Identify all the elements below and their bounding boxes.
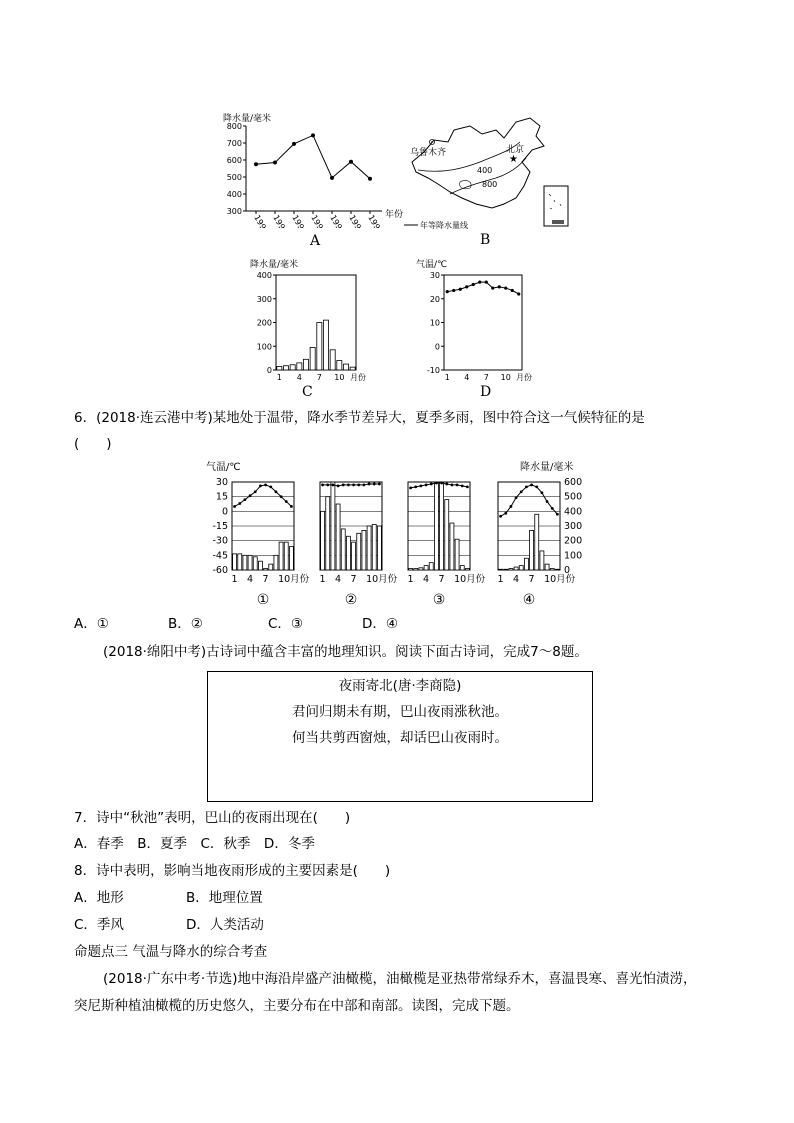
figure-a-xtick-label: 1993 (290, 213, 309, 228)
q6-temp-point (546, 500, 549, 503)
q8-option-c: C．季风 (74, 917, 124, 933)
figure-c-xtick-label: 7 (316, 373, 322, 382)
q6-temp-point (238, 502, 241, 505)
q6-precip-bar (264, 569, 268, 570)
figure-d-point (472, 283, 475, 286)
q6-right-tick-label: 200 (564, 535, 583, 547)
figure-d-point (517, 292, 520, 295)
q6-climate-svg (200, 458, 600, 608)
figure-d-xtick-label: 10 (500, 373, 511, 382)
q6-temp-point (409, 486, 412, 489)
q6-temp-point (520, 490, 523, 493)
figure-c-ylabel: 降水量/毫米 (250, 260, 299, 270)
figure-c (248, 258, 368, 398)
q6-chart-label: ④ (522, 592, 536, 608)
q6-precip-bar (545, 564, 549, 570)
q6-option-a: A．① (74, 616, 109, 632)
q6-left-tick-label: 15 (215, 491, 228, 503)
figure-a-ytick-label: 700 (226, 139, 242, 148)
q6-xtick-label: 4 (335, 574, 342, 585)
q6-temp-point (342, 484, 345, 487)
q6-precip-bar (269, 564, 273, 570)
q6-left-tick-label: -60 (212, 565, 228, 576)
figure-c-ytick-label: 200 (256, 318, 272, 328)
q6-temp-point (244, 498, 247, 501)
q6-right-tick-label: 600 (564, 477, 583, 488)
q6-xtick-label: 7 (438, 574, 445, 585)
poem-line-1: 君问归期未有期，巴山夜雨涨秋池。 (292, 704, 508, 720)
figure-c-bar (350, 367, 355, 370)
q6-temp-point (466, 485, 469, 488)
q6-precip-bar (419, 568, 423, 570)
q6-temp-point (269, 485, 272, 488)
figure-a-xtick-label: 1995 (328, 213, 347, 228)
figure-d-ytick-label: 10 (429, 318, 440, 328)
figure-a-label: A (310, 233, 321, 249)
q6-precip-bar (331, 482, 335, 570)
q6-temp-point (451, 484, 454, 487)
q6-left-tick-label: 30 (215, 477, 228, 488)
q6-xtick-label: 4 (423, 574, 430, 585)
figure-d-chart (414, 258, 554, 386)
q6-temp-point (414, 485, 417, 488)
q6-temp-point (321, 484, 324, 487)
q6-left-tick-label: -45 (212, 550, 228, 562)
figure-c-bar (303, 359, 308, 370)
q6-text: 6．(2018·连云港中考)某地处于温带，降水季节差异大，夏季多雨，图中符合这一气候特征的是 (74, 410, 645, 426)
q8-option-b: B．地理位置 (186, 890, 263, 906)
figure-a-xtick-label: 1996 (347, 213, 366, 228)
figure-d-point (478, 281, 481, 284)
figure-a-point (292, 142, 296, 146)
figure-c-ytick-label: 400 (256, 271, 272, 280)
q6-precip-bar (509, 569, 513, 570)
q6-precip-bar (253, 557, 257, 570)
iso-400-label: 400 (477, 166, 493, 175)
figure-a-point (330, 176, 334, 180)
q6-xtick-label: 1 (497, 574, 504, 585)
q6-right-axis-title: 降水量/毫米 (520, 462, 574, 473)
q6-precip-bar (341, 529, 345, 570)
figure-c-bar (290, 365, 295, 370)
figure-b-legend: 年等降水量线 (420, 221, 468, 230)
figure-c-bar (343, 364, 348, 370)
q6-xtick-label: 10月份 (278, 574, 310, 585)
figure-a-xtick-label: 1992 (271, 213, 290, 228)
q6-precip-bar (238, 554, 242, 570)
figure-c-xunit: 月份 (350, 373, 366, 382)
q6-precip-bar (434, 482, 438, 570)
figure-c-bar (310, 347, 315, 370)
q6-right-tick-label: 300 (564, 521, 583, 532)
q6-xtick-label: 10月份 (366, 574, 398, 585)
q6-xtick-label: 1 (407, 574, 414, 585)
q6-precip-bar (289, 547, 293, 570)
q6-left-axis-title: 气温/℃ (206, 462, 241, 473)
q6-chart-label: ① (256, 592, 270, 608)
q6-temp-point (368, 483, 371, 486)
q6-temp-point (352, 484, 355, 487)
q6-climate-charts (200, 458, 600, 608)
figure-d-series-line (447, 282, 519, 294)
q6-option-b: B．② (168, 616, 203, 632)
q6-temp-point (425, 484, 428, 487)
figure-a-point (368, 177, 372, 181)
q6-temp-point (525, 485, 528, 488)
figure-d-xtick-label: 1 (444, 373, 450, 382)
q6-xtick-label: 10月份 (544, 574, 576, 585)
q6-temp-point (249, 494, 252, 497)
q6-temp-point (233, 505, 236, 508)
figure-d-label: D (480, 384, 492, 400)
q6-temp-point (499, 515, 502, 518)
figure-d-ytick-label: 0 (434, 342, 440, 352)
q6-precip-bar (336, 504, 340, 570)
poem-line-2: 何当共剪西窗烛，却话巴山夜雨时。 (292, 730, 508, 746)
figure-a-series-line (256, 135, 370, 178)
figure-d-ytick-label: 30 (429, 271, 440, 280)
q6-precip-bar (414, 569, 418, 570)
poem-title: 夜雨寄北(唐·李商隐) (338, 678, 462, 694)
q6-precip-bar (372, 525, 376, 570)
q6-precip-bar (279, 542, 283, 570)
figure-c-bar (337, 361, 342, 371)
q6-temp-point (332, 484, 335, 487)
q6-precip-bar (429, 563, 433, 570)
q6-chart-label: ③ (432, 592, 446, 608)
figure-c-bar (277, 366, 282, 370)
q6-precip-bar (499, 569, 503, 570)
figure-d-point (491, 286, 494, 289)
poem-box (207, 671, 593, 802)
q6-option-d: D．④ (362, 616, 398, 632)
q7-options: A．春季 B．夏季 C．秋季 D．冬季 (74, 836, 315, 852)
figure-a-ylabel: 降水量/毫米 (223, 114, 272, 124)
figure-c-chart (248, 258, 368, 386)
figure-c-xtick-label: 4 (296, 373, 302, 382)
urumqi-label: 乌鲁木齐 (410, 148, 447, 158)
q6-chart-3 (408, 482, 486, 608)
q6-left-tick-label: -15 (212, 521, 228, 532)
figure-c-ytick-label: 100 (256, 342, 272, 352)
figure-d-xtick-label: 7 (483, 373, 489, 382)
q6-precip-bar (274, 555, 278, 570)
figure-c-ytick-label: 0 (266, 366, 272, 375)
figure-b-label: B (480, 232, 491, 248)
q6-precip-bar (555, 569, 559, 570)
section-title: 命题点三 气温与降水的综合考查 (74, 944, 268, 960)
q6-left-tick-label: 0 (221, 506, 228, 518)
q6-temp-point (254, 490, 257, 493)
q6-precip-bar (455, 539, 459, 570)
figure-a-point (349, 160, 353, 164)
q6-precip-bar (524, 558, 528, 570)
figure-d-point (498, 285, 501, 288)
q6-temp-point (363, 484, 366, 487)
figure-c-bar (323, 320, 328, 370)
q6-left-tick-label: -30 (212, 535, 228, 547)
q6-precip-bar (346, 536, 350, 570)
q6-precip-bar (550, 569, 554, 570)
q8-option-d: D．人类活动 (186, 917, 264, 933)
q6-temp-point (264, 484, 267, 487)
q6-temp-line (235, 485, 292, 507)
q6-precip-bar (450, 523, 454, 570)
q6-temp-point (326, 484, 329, 487)
q6-temp-point (347, 484, 350, 487)
figure-c-bar (297, 363, 302, 370)
iso-800-label: 800 (482, 180, 498, 189)
q6-xtick-label: 4 (247, 574, 254, 585)
figure-d-ylabel: 气温/℃ (416, 260, 448, 270)
q6-chart-2 (320, 482, 398, 608)
q6-precip-bar (284, 542, 288, 570)
q6-temp-point (530, 484, 533, 487)
q6-precip-bar (535, 514, 539, 570)
figure-a-xtick-label: 1997 (366, 213, 385, 228)
q6-precip-bar (460, 566, 464, 570)
q6-temp-point (541, 491, 544, 494)
q6-temp-line (411, 483, 468, 488)
figure-d-point (504, 286, 507, 289)
q6-temp-point (275, 490, 278, 493)
q6-temp-point (285, 500, 288, 503)
q6-xtick-label: 7 (262, 574, 269, 585)
figure-c-label: C (302, 384, 313, 400)
q6-precip-bar (409, 569, 413, 570)
q6-precip-bar (445, 500, 449, 570)
q6-temp-point (420, 485, 423, 488)
figure-d-ytick-label: 20 (429, 294, 440, 304)
q6-right-tick-label: 100 (564, 550, 583, 562)
q6-xtick-label: 7 (350, 574, 357, 585)
q8-text: 8．诗中表明，影响当地夜雨形成的主要因素是( ) (74, 863, 391, 879)
q6-temp-point (259, 485, 262, 488)
figure-d-point (446, 290, 449, 293)
q6-precip-bar (357, 533, 361, 570)
q7-text: 7．诗中“秋池”表明，巴山的夜雨出现在( ) (74, 810, 351, 826)
figure-a-xunit: 年份 (385, 210, 404, 220)
q6-xtick-label: 4 (513, 574, 520, 585)
q6-temp-point (551, 507, 554, 510)
q6-answer-paren: ( ) (74, 436, 112, 452)
q6-precip-bar (540, 551, 544, 570)
figure-a-ytick-label: 600 (226, 156, 242, 165)
final-para-line-1: (2018·广东中考·节选)地中海沿岸盛产油橄榄，油橄榄是亚热带常绿乔木，喜温畏寒、喜光怕渍涝， (103, 971, 697, 987)
q6-precip-bar (465, 569, 469, 570)
q6-temp-point (290, 505, 293, 508)
q6-precip-bar (233, 554, 237, 570)
figure-a-xtick-label: 1994 (309, 213, 328, 228)
q6-chart-1 (232, 482, 310, 608)
figure-c-bar (330, 350, 335, 370)
figure-d-point (485, 281, 488, 284)
figure-d-point (452, 289, 455, 292)
q6-precip-bar (519, 566, 523, 570)
q6-right-tick-label: 500 (564, 491, 583, 503)
q6-temp-point (461, 485, 464, 488)
figure-a-chart (222, 108, 412, 228)
q6-temp-point (556, 513, 559, 516)
q6-precip-bar (424, 566, 428, 570)
figure-d-ytick-label: -10 (426, 366, 440, 375)
q6-temp-point (456, 484, 459, 487)
figure-a-ytick-label: 300 (226, 207, 242, 216)
figure-c-xtick-label: 1 (276, 373, 282, 382)
q6-temp-point (510, 505, 513, 508)
q6-precip-bar (243, 555, 247, 570)
q6-precip-bar (321, 511, 325, 570)
q6-temp-point (280, 495, 283, 498)
q6-precip-bar (504, 569, 508, 570)
figure-c-xtick-label: 10 (334, 373, 345, 382)
beijing-star-icon: ★ (509, 154, 518, 165)
q6-temp-point (515, 496, 518, 499)
q6-temp-point (357, 484, 360, 487)
q6-xtick-label: 10月份 (454, 574, 486, 585)
q6-xtick-label: 7 (528, 574, 535, 585)
china-map (404, 112, 576, 232)
q6-precip-bar (362, 530, 366, 570)
figure-a-ytick-label: 800 (226, 122, 242, 131)
figure-a (222, 108, 412, 248)
figure-c-ytick-label: 300 (256, 294, 272, 304)
q6-precip-bar (514, 567, 518, 570)
figure-c-bar (317, 323, 322, 371)
q6-xtick-label: 1 (231, 574, 238, 585)
q6-precip-bar (326, 497, 330, 570)
figure-a-point (254, 162, 258, 166)
q6-temp-point (337, 485, 340, 488)
q6-right-tick-label: 0 (564, 565, 571, 576)
q6-precip-bar (258, 561, 262, 570)
q6-xtick-label: 1 (319, 574, 326, 585)
q6-right-tick-label: 400 (564, 506, 583, 518)
figure-a-ytick-label: 400 (226, 190, 242, 199)
q6-precip-bar (440, 482, 444, 570)
q6-temp-point (504, 512, 507, 515)
q6-temp-point (440, 482, 443, 485)
figure-b (404, 112, 576, 250)
final-para-line-2: 突尼斯种植油橄榄的历史悠久，主要分布在中部和南部。读图，完成下题。 (74, 998, 520, 1014)
figure-a-point (311, 133, 315, 137)
figure-c-bar (283, 366, 288, 370)
q6-temp-point (435, 482, 438, 485)
intro-7-8: (2018·绵阳中考)古诗词中蕴含丰富的地理知识。阅读下面古诗词，完成7～8题。 (103, 644, 588, 660)
q6-option-c: C．③ (268, 616, 304, 632)
q6-temp-point (378, 483, 381, 486)
q6-chart-label: ② (344, 592, 358, 608)
figure-d-point (465, 285, 468, 288)
q6-temp-point (535, 485, 538, 488)
figure-d-xunit: 月份 (516, 373, 532, 382)
figure-a-ytick-label: 500 (226, 173, 242, 182)
q6-precip-bar (367, 526, 371, 570)
beijing-label: 北京 (506, 145, 525, 155)
q6-precip-bar (530, 530, 534, 570)
q6-temp-point (445, 483, 448, 486)
figure-d-point (459, 288, 462, 291)
q6-precip-bar (248, 555, 252, 570)
figure-d-xtick-label: 4 (464, 373, 470, 382)
figure-a-point (273, 161, 277, 165)
q6-temp-point (373, 483, 376, 486)
q6-temp-point (430, 483, 433, 486)
figure-d (414, 258, 554, 398)
figure-d-point (511, 289, 514, 292)
figure-a-xtick-label: 1991 (252, 213, 271, 228)
q8-option-a: A．地形 (74, 890, 124, 906)
q6-precip-bar (352, 542, 356, 570)
q6-precip-bar (377, 526, 381, 570)
